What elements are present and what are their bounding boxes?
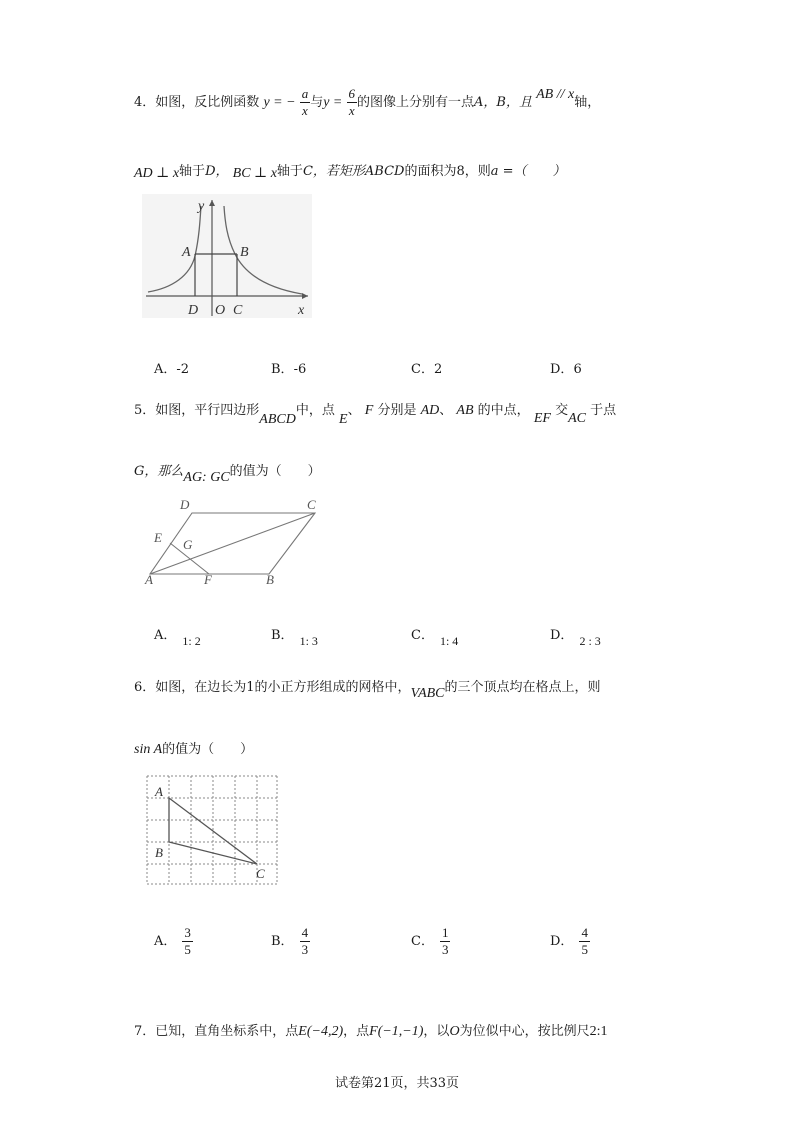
- q6-triangle: VABC: [410, 686, 445, 701]
- q5-text-5: 、: [439, 403, 453, 418]
- q4-figure-bg: [142, 194, 312, 318]
- q5-option-a-value: 1: 2: [182, 634, 201, 648]
- q4-option-c[interactable]: [411, 358, 442, 377]
- q5-label-f: F: [204, 572, 212, 586]
- q4-text-3b: A，B，且: [474, 95, 532, 110]
- q7-point-f: F(−1,−1): [369, 1024, 424, 1039]
- q4-l2-e: 轴于: [276, 164, 303, 179]
- q6-line1: [134, 676, 601, 701]
- q6-option-a-num: 3: [184, 925, 191, 940]
- q5-option-d[interactable]: [550, 624, 601, 648]
- q7-text-1: 已知，直角坐标系中，点: [155, 1024, 299, 1039]
- q5-m7: AC: [568, 411, 586, 426]
- q6-option-d-den: 5: [581, 942, 588, 957]
- q4-func2-fraction: [347, 86, 358, 119]
- q6-triangle-abc: [169, 798, 257, 864]
- q6-option-d-num: 4: [581, 925, 588, 940]
- q4-func2-num: 6: [348, 86, 356, 101]
- q7-center-o: O: [449, 1024, 460, 1039]
- q5-label-a: A: [145, 572, 153, 586]
- q5-m4: AD: [420, 403, 440, 418]
- q5-option-d-label: D．: [550, 628, 574, 643]
- q6-label-c: C: [256, 866, 265, 881]
- q4-func1-den: x: [302, 103, 308, 118]
- q5-line1: [134, 399, 617, 427]
- q4-label-a: A: [182, 245, 191, 260]
- q5-line2: [134, 460, 321, 485]
- q5-m1: ABCD: [259, 412, 296, 427]
- q5-text-6: 的中点，: [477, 403, 530, 418]
- q5-text-1: 如图，平行四边形: [155, 403, 260, 418]
- q4-number: 4．: [134, 95, 156, 110]
- q4-option-d[interactable]: [550, 358, 582, 377]
- q6-option-d[interactable]: [550, 925, 590, 958]
- q6-option-a-label: A．: [154, 934, 177, 949]
- q6-option-a[interactable]: [154, 925, 193, 958]
- q4-func2-den: x: [348, 103, 355, 118]
- q6-option-b[interactable]: [271, 925, 310, 958]
- q4-l2-g: ABCD: [364, 164, 405, 179]
- q4-option-c-value: 2: [433, 362, 443, 377]
- q6-option-c-num: 1: [441, 925, 449, 940]
- q5-m5: AB: [456, 403, 474, 418]
- q5-text-4: 分别是: [377, 403, 417, 418]
- q4-func2-lhs: y =: [323, 95, 343, 110]
- q4-option-a-value: -2: [176, 362, 190, 377]
- q5-text-7: 交: [555, 403, 569, 418]
- q4-option-a[interactable]: [154, 358, 189, 377]
- q5-option-c-value: 1: 4: [439, 634, 459, 648]
- q5-option-c-label: C．: [411, 628, 434, 643]
- q4-option-b[interactable]: [271, 358, 306, 377]
- q7-point-e: E(−4,2): [298, 1024, 344, 1039]
- q4-figure: [142, 194, 312, 318]
- q5-text-3: 、: [347, 403, 361, 418]
- q5-m2: E: [339, 412, 348, 427]
- q7-text-3: ，以: [423, 1024, 450, 1039]
- q4-text-1: 如图，反比例函数: [155, 95, 260, 110]
- q5-label-g: G: [183, 537, 193, 552]
- q4-func1-num: a: [301, 86, 309, 101]
- q5-option-b[interactable]: [271, 624, 318, 648]
- q5-l2-a: G，那么: [134, 464, 184, 479]
- q4-line1: [134, 86, 600, 120]
- q5-label-c: C: [307, 497, 316, 512]
- q6-option-a-den: 5: [184, 942, 191, 957]
- q6-option-b-num: 4: [301, 925, 309, 940]
- page-footer: 试卷第21页，共33页: [334, 1076, 460, 1091]
- q4-l2-b: 轴于: [179, 164, 206, 179]
- q7-line1: [134, 1020, 607, 1040]
- q5-diagonal-ac: [150, 513, 315, 574]
- q7-number: 7．: [134, 1024, 156, 1039]
- q7-text-2: ，点: [343, 1024, 370, 1039]
- q7-text-4: 为位似中心，按比例尺: [459, 1024, 590, 1039]
- q6-option-d-label: D．: [550, 934, 574, 949]
- q5-text-8: 于点: [590, 403, 617, 418]
- q4-option-b-label: B．: [271, 362, 294, 377]
- q4-label-x: x: [298, 303, 305, 318]
- q7-scale: 2:1: [589, 1024, 608, 1039]
- q4-func1-fraction: [300, 86, 311, 119]
- q5-label-d: D: [180, 497, 190, 512]
- q4-option-b-value: -6: [293, 362, 307, 377]
- q6-figure: [142, 772, 282, 890]
- q5-figure: [142, 496, 347, 586]
- q6-option-c-den: 3: [441, 942, 449, 957]
- q5-m3: F: [364, 403, 374, 418]
- q4-l2-h: 的面积为8，则: [404, 164, 491, 179]
- q5-m6: EF: [533, 411, 551, 426]
- q6-option-b-fraction: [300, 925, 311, 958]
- q4-text-2: 与: [310, 95, 324, 110]
- q4-label-y: y: [198, 199, 205, 214]
- q5-option-a-label: A．: [154, 628, 177, 643]
- q5-label-e: E: [154, 530, 162, 545]
- q4-text-3: 的图像上分别有一点: [357, 95, 475, 110]
- q6-option-d-fraction: [579, 925, 590, 958]
- q6-option-c[interactable]: [411, 925, 450, 958]
- q5-option-a[interactable]: [154, 624, 201, 648]
- q4-l2-c: D，: [205, 164, 229, 179]
- q4-l2-f: C，若矩形: [302, 164, 365, 179]
- q4-option-d-label: D．: [550, 362, 574, 377]
- q4-option-d-value: 6: [573, 362, 582, 377]
- q4-label-d: D: [188, 303, 199, 318]
- q5-option-b-value: 1: 3: [299, 634, 318, 648]
- q6-option-b-label: B．: [271, 934, 294, 949]
- q4-option-a-label: A．: [154, 362, 177, 377]
- q4-line2: [134, 160, 566, 180]
- q6-option-b-den: 3: [301, 942, 309, 957]
- q4-l2-i: a =（ ）: [490, 164, 566, 179]
- q6-text-1: 如图，在边长为1的小正方形组成的网格中，: [155, 680, 411, 695]
- q5-l2-b: 的值为（ ）: [229, 464, 321, 479]
- q4-ad-perp: AD ⊥ x: [134, 166, 180, 181]
- q6-l2-b: 的值为（ ）: [162, 742, 254, 757]
- q5-label-b: B: [266, 572, 274, 586]
- q4-option-c-label: C．: [411, 362, 434, 377]
- q6-option-a-fraction: [182, 925, 193, 958]
- q4-func1-lhs: y = −: [263, 95, 296, 110]
- q4-condition: AB // x: [536, 87, 575, 102]
- q5-option-c[interactable]: [411, 624, 459, 648]
- q5-option-b-label: B．: [271, 628, 294, 643]
- q5-option-d-value: 2 : 3: [579, 634, 601, 648]
- q4-text-4: 轴，: [574, 95, 601, 110]
- q6-line2: [134, 738, 253, 758]
- q6-number: 6．: [134, 680, 156, 695]
- q6-label-a: A: [155, 784, 163, 799]
- q6-text-2: 的三个顶点均在格点上，则: [444, 680, 601, 695]
- q6-option-c-label: C．: [411, 934, 434, 949]
- q6-option-c-fraction: [440, 925, 451, 958]
- q6-sin: sin A: [134, 742, 163, 757]
- q6-label-b: B: [155, 845, 163, 860]
- q4-bc-perp: BC ⊥ x: [232, 166, 277, 181]
- q5-text-2: 中，点: [295, 403, 335, 418]
- q5-l2-ratio: AG: GC: [183, 470, 230, 485]
- q4-label-c: C: [233, 303, 243, 318]
- q4-label-o: O: [215, 303, 226, 318]
- q5-number: 5．: [134, 403, 156, 418]
- q4-label-b: B: [240, 245, 249, 260]
